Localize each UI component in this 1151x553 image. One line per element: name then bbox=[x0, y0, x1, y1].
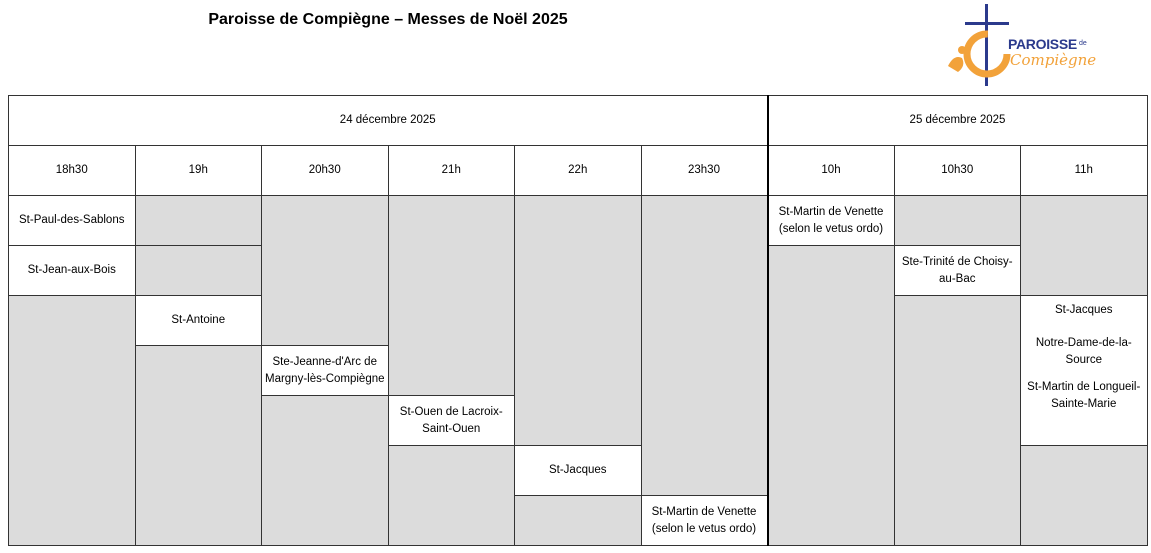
time-header: 23h30 bbox=[641, 146, 768, 196]
time-header: 10h30 bbox=[894, 146, 1021, 196]
empty-cell bbox=[135, 346, 262, 546]
mass-name: St-Jacques bbox=[1054, 304, 1113, 316]
empty-cell bbox=[515, 196, 642, 446]
logo-text-paroisse: PAROISSE bbox=[1008, 36, 1077, 52]
page-title: Paroisse de Compiègne – Messes de Noël 2025 bbox=[208, 11, 568, 28]
empty-cell bbox=[262, 196, 389, 346]
empty-cell bbox=[262, 396, 389, 546]
date-header-24: 24 décembre 2025 bbox=[9, 96, 768, 146]
empty-cell bbox=[1021, 446, 1148, 546]
date-header-25: 25 décembre 2025 bbox=[768, 96, 1148, 146]
mass-cell: St-Paul-des-Sablons bbox=[9, 196, 136, 246]
empty-cell bbox=[135, 196, 262, 246]
logo-text-compiegne: Compiègne bbox=[1010, 51, 1097, 69]
times-row bbox=[9, 146, 1148, 196]
empty-cell bbox=[894, 196, 1021, 246]
empty-cell bbox=[135, 246, 262, 296]
time-header: 21h bbox=[388, 146, 515, 196]
mass-cell: Ste-Jeanne-d'Arc de Margny-lès-Compiègne bbox=[262, 346, 389, 396]
empty-cell bbox=[1021, 196, 1148, 296]
dates-row bbox=[9, 96, 1148, 146]
time-header: 11h bbox=[1021, 146, 1148, 196]
mass-name: St-Martin de Longueil-Sainte-Marie bbox=[1027, 381, 1141, 410]
time-header: 22h bbox=[515, 146, 642, 196]
mass-cell: St-Antoine bbox=[135, 296, 262, 346]
time-header: 19h bbox=[135, 146, 262, 196]
empty-cell bbox=[768, 246, 895, 546]
time-header: 18h30 bbox=[9, 146, 136, 196]
time-header: 10h bbox=[768, 146, 895, 196]
mass-cell: St-Martin de Venette (selon le vetus ordo) bbox=[768, 196, 895, 246]
empty-cell bbox=[641, 196, 768, 496]
empty-cell bbox=[9, 296, 136, 546]
empty-cell bbox=[515, 496, 642, 546]
logo-text-de: de bbox=[1079, 40, 1087, 47]
mass-cell-multi bbox=[1021, 296, 1148, 446]
mass-cell: St-Martin de Venette (selon le vetus ordo) bbox=[641, 496, 768, 546]
mass-cell: St-Jean-aux-Bois bbox=[9, 246, 136, 296]
mass-cell: St-Ouen de Lacroix-Saint-Ouen bbox=[388, 396, 515, 446]
parish-logo bbox=[940, 4, 1100, 88]
mass-name: Notre-Dame-de-la-Source bbox=[1035, 337, 1132, 366]
time-header: 20h30 bbox=[262, 146, 389, 196]
empty-cell bbox=[388, 446, 515, 546]
mass-cell: Ste-Trinité de Choisy-au-Bac bbox=[894, 246, 1021, 296]
mass-cell: St-Jacques bbox=[515, 446, 642, 496]
mass-schedule-table bbox=[8, 95, 1148, 546]
empty-cell bbox=[388, 196, 515, 396]
empty-cell bbox=[894, 296, 1021, 546]
